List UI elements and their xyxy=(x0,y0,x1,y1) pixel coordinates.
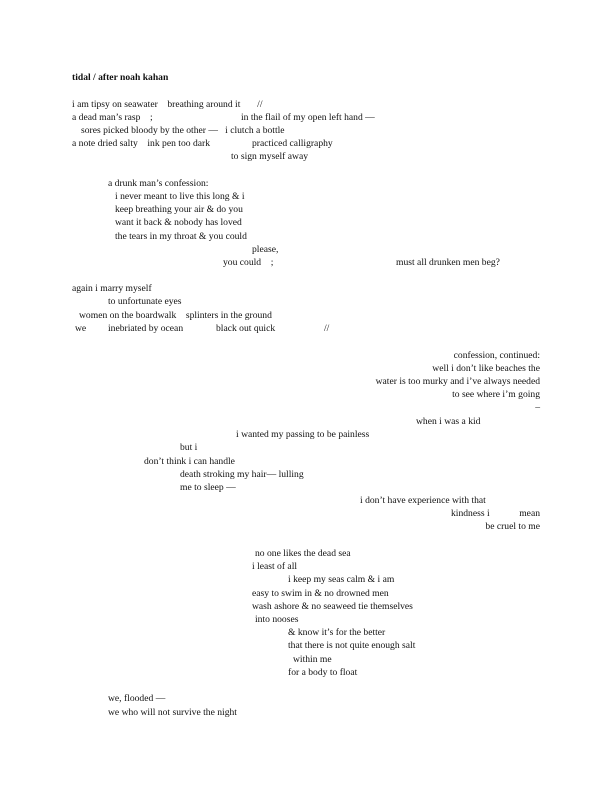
poem-line: kindness i xyxy=(451,508,490,519)
poem-line: me to sleep — xyxy=(180,482,236,493)
poem-line: we xyxy=(75,323,87,334)
poem-line: that there is not quite enough salt xyxy=(288,640,416,651)
poem-line: to sign myself away xyxy=(231,151,309,162)
poem-line: a note dried salty ink pen too dark xyxy=(72,138,211,149)
poem-line: keep breathing your air & do you xyxy=(115,204,243,215)
poem-line: we, flooded — xyxy=(108,693,166,704)
poem-line: practiced calligraphy xyxy=(252,138,333,149)
poem-line: confession, continued: xyxy=(453,350,540,361)
poem-line: mean xyxy=(519,508,540,519)
poem-line: wash ashore & no seaweed tie themselves xyxy=(252,601,413,612)
poem-line: in the flail of my open left hand — xyxy=(241,112,375,123)
poem-line: i wanted my passing to be painless xyxy=(236,429,370,440)
poem-line: within me xyxy=(293,654,332,665)
poem-line: & know it’s for the better xyxy=(288,627,386,638)
poem-line: for a body to float xyxy=(288,667,358,678)
poem-line: i least of all xyxy=(252,561,298,572)
poem-line: into nooses xyxy=(255,614,299,625)
poem-line: black out quick xyxy=(216,323,276,334)
poem-line: again i marry myself xyxy=(72,283,152,294)
poem-line: please, xyxy=(252,244,279,255)
poem-line: death stroking my hair— lulling xyxy=(180,469,304,480)
poem-line: to unfortunate eyes xyxy=(108,296,182,307)
poem-line: well i don’t like beaches the xyxy=(432,363,540,374)
poem-line: i don’t have experience with that xyxy=(360,495,486,506)
poem-line: we who will not survive the night xyxy=(108,707,237,718)
poem-line: i never meant to live this long & i xyxy=(115,191,245,202)
poem-line: water is too murky and i’ve always needed xyxy=(375,376,540,387)
poem-line: must all drunken men beg? xyxy=(396,257,500,268)
poem-line: don’t think i can handle xyxy=(144,456,235,467)
poem-line: sores picked bloody by the other — i clutch a bottle xyxy=(81,125,285,136)
poem-line: easy to swim in & no drowned men xyxy=(252,588,389,599)
poem-line: you could ; xyxy=(223,257,274,268)
poem-line: no one likes the dead sea xyxy=(255,548,351,559)
poem-line: i am tipsy on seawater breathing around it // xyxy=(72,99,263,110)
poem-line: women on the boardwalk splinters in the ground xyxy=(79,310,272,321)
poem-line: but i xyxy=(180,442,198,453)
poem-line: inebriated by ocean xyxy=(108,323,184,334)
poem-line: be cruel to me xyxy=(485,521,540,532)
poem-line: the tears in my throat & you could xyxy=(115,231,247,242)
poem-line: // xyxy=(324,323,330,334)
poem-title: tidal / after noah kahan xyxy=(72,72,169,83)
poem-line: – xyxy=(535,402,540,413)
poem-line: i keep my seas calm & i am xyxy=(288,574,395,585)
poem-line: a dead man’s rasp ; xyxy=(72,112,153,123)
poem-line: when i was a kid xyxy=(416,416,481,427)
poem-line: want it back & nobody has loved xyxy=(115,217,242,228)
poem-line: to see where i’m going xyxy=(452,389,540,400)
poem-line: a drunk man’s confession: xyxy=(108,178,209,189)
